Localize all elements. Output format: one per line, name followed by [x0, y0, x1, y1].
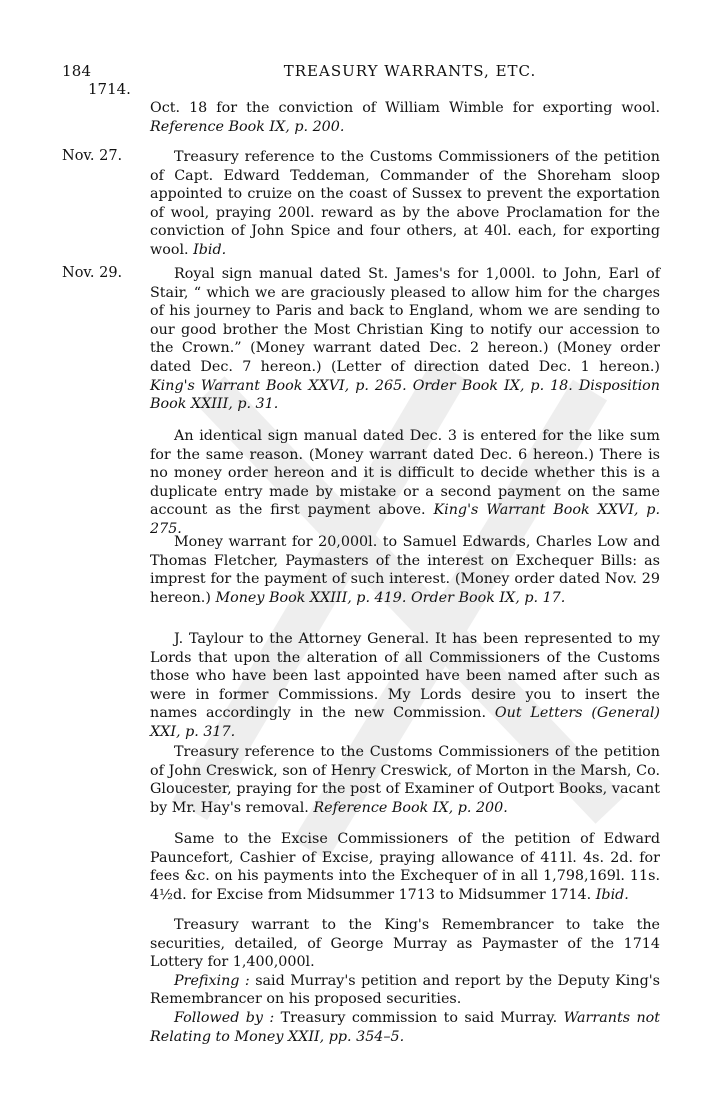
- entry-reference: Disposition Book XXIII, p. 31.: [150, 377, 660, 413]
- entry-body: Royal sign manual dated St. James's for 1,000l. to John, Earl of Stair, “ which we are graciously pleased to allow him for the charges of his journey to Paris and back to England, whom we are sending to our good brother the Most Christian King to notify our accession to the Crown.” (Money warrant dated Dec. 2 hereon.) (Money order dated Dec. 7 hereon.) (Letter of direction dated Dec. 1 hereon.): [150, 266, 660, 375]
- running-title: TREASURY WARRANTS, ETC.: [283, 62, 537, 80]
- entry-text: [150, 265, 660, 414]
- entry-body: Treasury reference to the Customs Commissioners of the petition of John Creswick, son of Henry Creswick, of Morton in the Marsh, Co. Gloucester, praying for the post of Examiner of Outport Books, vacant by Mr. Hay's removal.: [150, 744, 660, 816]
- entry-reference: Ibid.: [193, 241, 227, 258]
- entry-body: Same to the Excise Commissioners of the petition of Edward Pauncefort, Cashier of Excise, praying allowance of 411l. 4s. 2d. for fees &c. on his payments into the Exchequer of in all 1,798,169l. 11s. 4½d. for Excise from Midsummer 1713 to Midsummer 1714.: [150, 831, 660, 903]
- entry-creswick: [150, 743, 660, 817]
- entry-reference: Reference Book IX, p. 200.: [150, 118, 345, 135]
- entry-reference: Out Letters (General) XXI, p. 317.: [150, 705, 660, 740]
- page-number: 184: [62, 62, 92, 80]
- prefixing-label: Prefixing :: [174, 972, 250, 989]
- entry-text: [150, 148, 660, 260]
- entry-text: [150, 743, 660, 817]
- entry-reference: Warrants not Relating to Money XXII, pp. 354–5.: [150, 1009, 661, 1045]
- entry-identical-sign-manual: [150, 427, 660, 539]
- entry-body: An identical sign manual dated Dec. 3 is entered for the like sum for the same reason. (Money warrant dated Dec. 6 hereon.) There is no money order hereon and it is difficult to decide whether this is a duplicate entry made by mistake or a second payment on the same account as the first payment above.: [150, 428, 660, 519]
- followed-note: [150, 1009, 660, 1046]
- entry-text: [150, 830, 660, 904]
- entry-reference: King's Warrant Book XXVI, p. 265.: [150, 377, 407, 394]
- followed-text: Treasury commission to said Murray.: [280, 1009, 558, 1026]
- entry-attorney-general: [150, 630, 660, 742]
- entry-body: J. Taylour to the Attorney General. It has been represented to my Lords that upon the alteration of all Commissioners of the Customs those who have been last appointed have been named after such as were in former Commissions. My Lords desire you to insert the names accordingly in the new Commission.: [150, 631, 660, 722]
- entry-text: [150, 630, 660, 742]
- entry-body: Money warrant for 20,000l. to Samuel Edwards, Charles Low and Thomas Fletcher, Paymasters of the interest on Exchequer Bills: as imprest for the payment of such interest. (Money order dated Nov. 29 hereon.): [150, 534, 660, 606]
- prefixing-text: said Murray's petition and report by the Deputy King's Remembrancer on his proposed securities.: [150, 972, 660, 1008]
- prefixing-note: [150, 972, 660, 1009]
- entry-money-warrant: [150, 533, 660, 607]
- entry-body: Oct. 18 for the conviction of William Wimble for exporting wool.: [150, 100, 660, 116]
- entry-nov29: [150, 265, 660, 414]
- entry-date: Nov. 27.: [62, 148, 123, 164]
- entry-reference: Ibid.: [595, 886, 629, 903]
- year-label: 1714.: [88, 80, 131, 98]
- entry-text: [150, 99, 660, 136]
- entry-continuation: [150, 99, 660, 136]
- entry-text: [150, 916, 660, 972]
- entry-reference: Money Book XXIII, p. 419.: [215, 589, 407, 606]
- entry-reference: Order Book IX, p. 17.: [410, 589, 566, 606]
- entry-reference: King's Warrant Book XXVI, p. 275.: [150, 502, 660, 537]
- entry-body: Treasury reference to the Customs Commissioners of the petition of Capt. Edward Teddeman, Commander of the Shoreham sloop appointed to cruize on the coast of Sussex to prevent the exportation of wool, praying 200l. reward as by the above Proclamation for the conviction of John Spice and four others, at 40l. each, for exporting wool.: [150, 149, 660, 258]
- entry-pauncefort: [150, 830, 660, 904]
- entry-reference: Reference Book IX, p. 200.: [313, 799, 508, 816]
- entry-body: Treasury warrant to the King's Remembrancer to take the securities, detailed, of George Murray as Paymaster of the 1714 Lottery for 1,400,000l.: [150, 917, 660, 971]
- entry-text: [150, 427, 660, 539]
- entry-lottery-securities: [150, 916, 660, 1046]
- entry-reference: Order Book IX, p. 18.: [412, 377, 573, 394]
- entry-nov27: [150, 148, 660, 260]
- entry-text: [150, 533, 660, 607]
- entry-date: Nov. 29.: [62, 265, 123, 281]
- followed-label: Followed by :: [174, 1009, 275, 1026]
